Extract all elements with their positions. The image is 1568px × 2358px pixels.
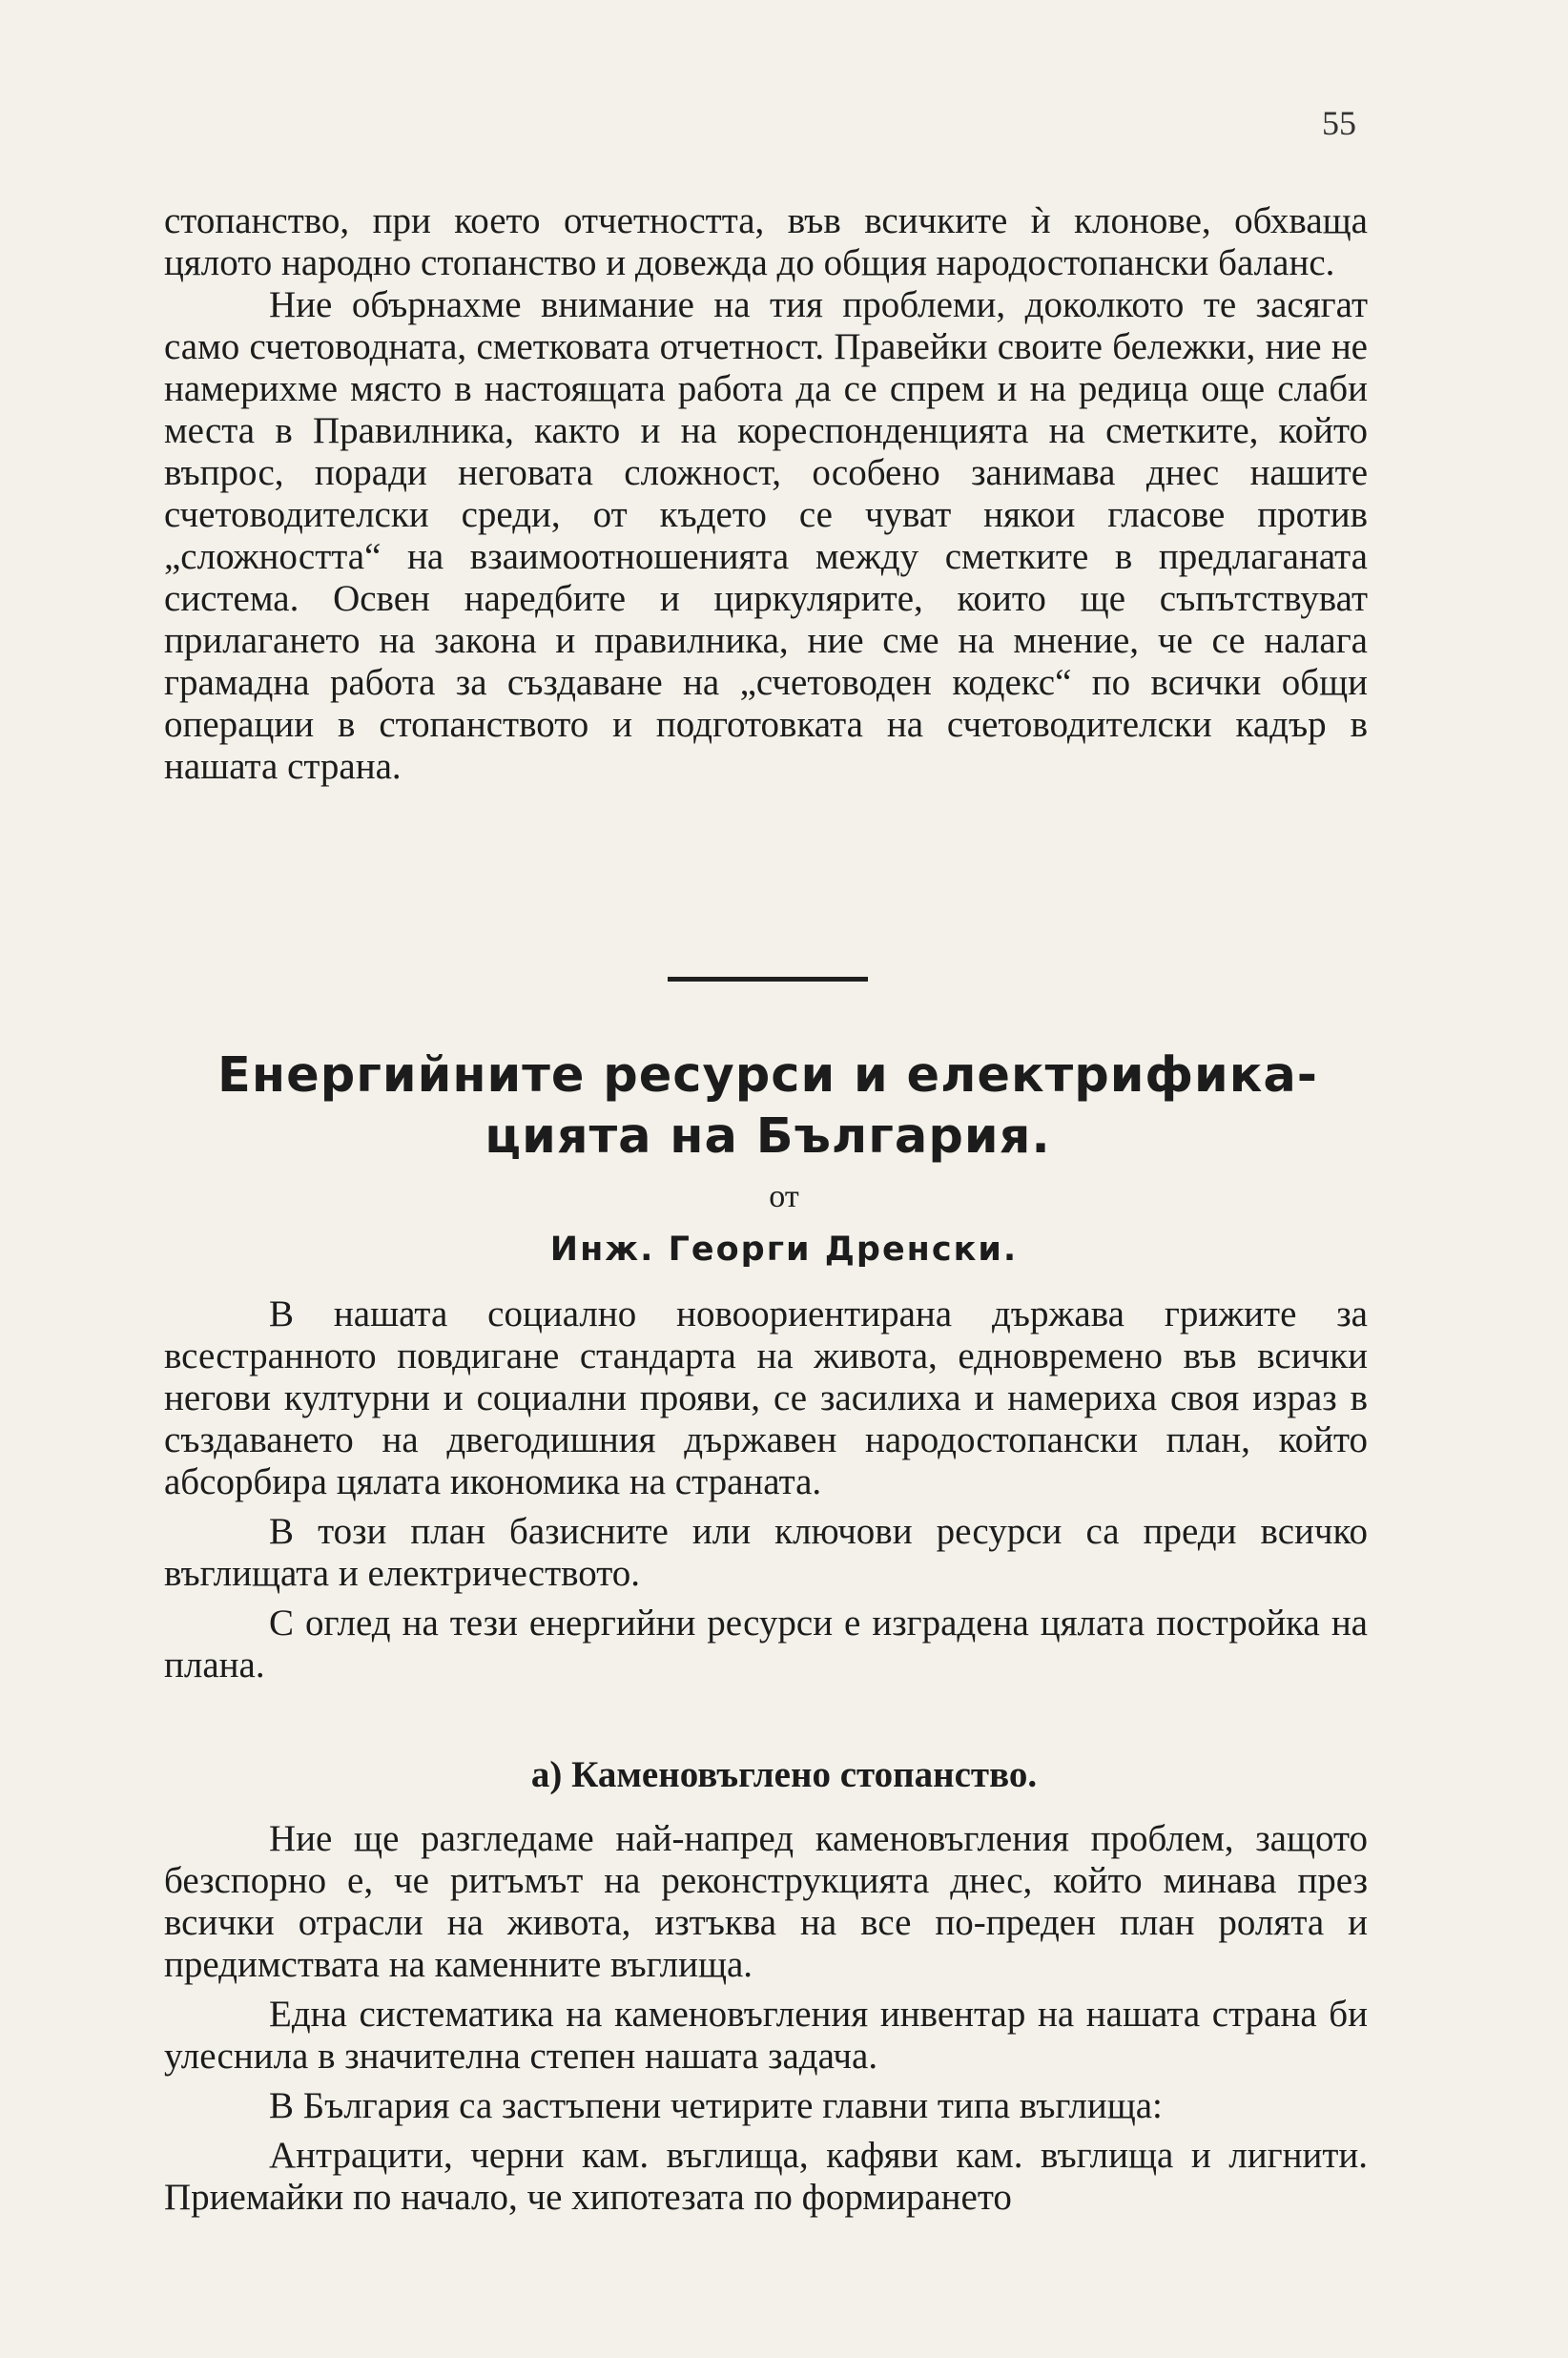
body-paragraph: Антрацити, черни кам. въглища, кафяви кам. въглища и лигнити. Приемайки по начало, че хипотезата по формирането [164,2135,1368,2218]
article-title-line: цията на България. [485,1108,1051,1165]
intro-text [164,200,1368,788]
article-author: Инж. Георги Дренски. [549,1231,1019,1269]
intro-paragraph: Ние обърнахме внимание на тия проблеми, доколкото те засягат само счетоводната, сметковата отчетност. Правейки своите бележки, ние не намерихме място в настоящата работа да се спрем и на редица още слаби места в Правилника, както и на кореспонденцията на сметките, който въпрос, поради неговата сложност, особено занимава днес нашите счетоводителски среди, от където се чуват някои гласове против „сложността“ на взаимоотношенията между сметките в предлаганата система. Освен наредбите и циркулярите, които ще съпътствуват прилагането на закона и правилника, ние сме на мнение, че се налага грамадна работа за създаване на „счетоводен кодекс“ по всички общи операции в стопанството и подготовката на счетоводителски кадър в нашата страна. [164,284,1368,787]
body-paragraph: В нашата социално новоориентирана държава грижите за всестранното повдигане стандарта на живота, едновремено във всички негови културни и социални прояви, се засилиха и намериха своя израз в създаването на двегодишния държавен народостопански план, който абсорбира цялата икономика на страната. [164,1293,1368,1502]
body-paragraph: Една систематика на каменовъгления инвентар на нашата страна би улеснила в значителна степен нашата задача. [164,1994,1368,2077]
article-body-intro [164,1293,1368,1686]
body-paragraph: В този план базисните или ключови ресурси са преди всичко въглищата и електричеството. [164,1511,1368,1594]
page-number: 55 [1322,104,1356,142]
body-paragraph: В България са застъпени четирите главни типа въглища: [269,2085,1163,2126]
section-heading: а) Каменовъглено стопанство. [530,1754,1038,1795]
body-paragraph: С оглед на тези енергийни ресурси е изградена цялата постройка на плана. [164,1603,1368,1686]
intro-paragraph: стопанство, при което отчетността, във всичките ѝ клонове, обхваща цялото народно стопанство и довежда до общия народостопански баланс. [164,200,1368,283]
byline-preposition: от [769,1179,799,1214]
body-paragraph: Ние ще разгледаме най-напред каменовъгления проблем, защото безспорно е, че ритъмът на реконструкцията днес, който минава през всички отрасли на живота, изтъква на все по-преден план ролята и предимствата на каменните въглища. [164,1818,1368,1985]
article-title-line: Енергийните ресурси и електрифика- [217,1047,1318,1104]
section-divider [668,977,868,982]
article-body-section [164,1818,1368,2219]
article-title [143,1045,1393,1168]
